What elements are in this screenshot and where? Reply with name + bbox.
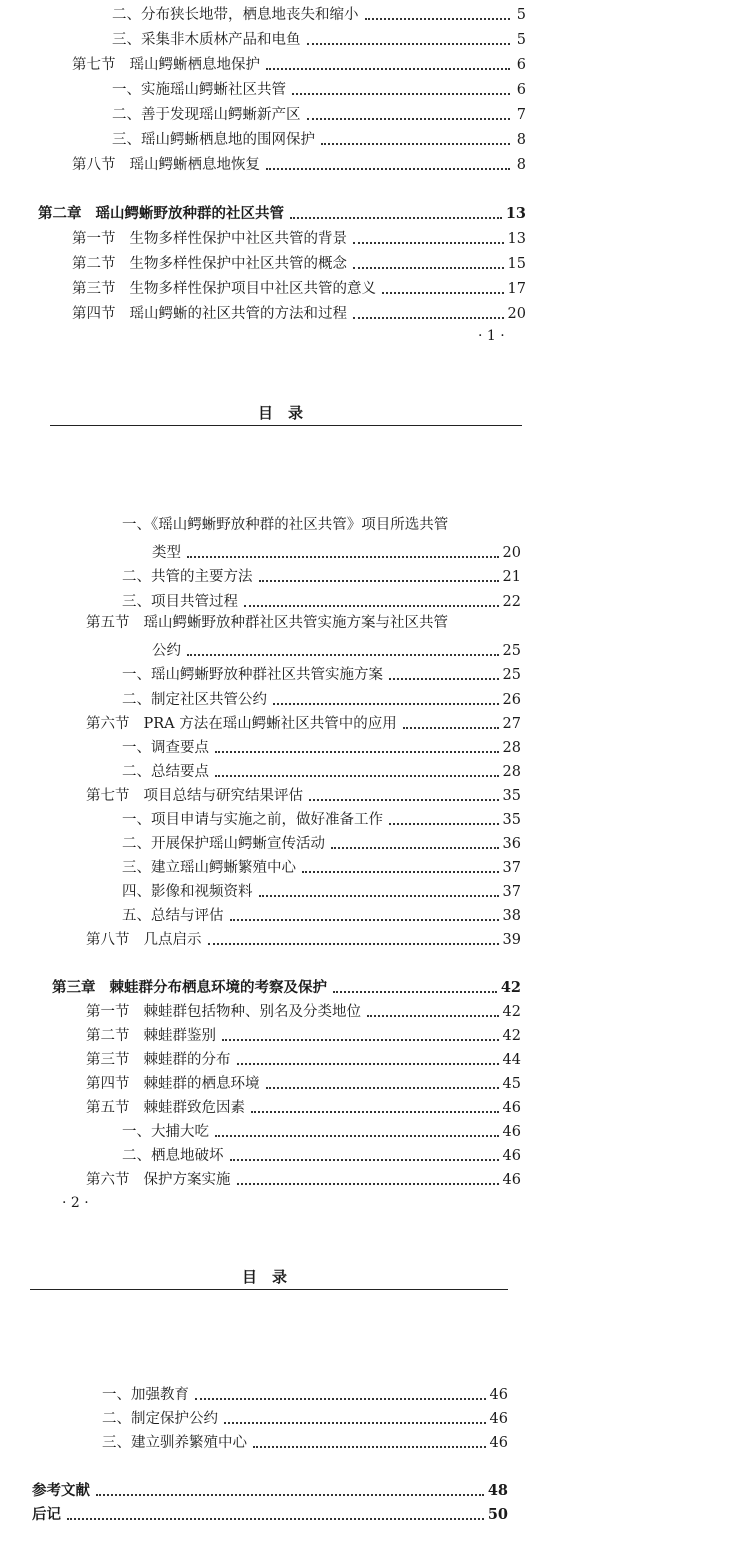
toc-entry-page: 8 [516, 132, 526, 148]
toc-entry-title: 一、《瑶山鳄蜥野放种群的社区共管》项目所选共管 [122, 517, 449, 533]
toc-entry[interactable] [112, 75, 526, 99]
toc-entry[interactable] [86, 925, 521, 949]
toc-entry-page: 42 [502, 1004, 521, 1020]
toc-entry-title: 四、影像和视频资料 [122, 884, 253, 900]
toc-entry[interactable] [122, 805, 521, 829]
toc-entry[interactable] [72, 249, 526, 273]
toc-entry[interactable] [122, 901, 521, 925]
toc-entry-title: 第三节 棘蛙群的分布 [86, 1052, 231, 1068]
leader-dots [251, 1101, 499, 1113]
leader-dots [290, 207, 502, 219]
toc-entry-title: 二、开展保护瑶山鳄蜥宣传活动 [122, 836, 325, 852]
toc-entry-page: 46 [502, 1124, 521, 1140]
toc-entry-title: 第五节 瑶山鳄蜥野放种群社区共管实施方案与社区共管 [86, 615, 448, 631]
toc-entry-page: 39 [502, 932, 521, 948]
toc-entry-title: 后记 [32, 1506, 61, 1523]
toc-entry-title: 一、项目申请与实施之前，做好准备工作 [122, 812, 383, 828]
toc-entry-title: 第七节 瑶山鳄蜥栖息地保护 [72, 57, 260, 73]
leader-dots [230, 909, 499, 921]
toc-entry-title: 一、大捕大吃 [122, 1124, 209, 1140]
toc-entry-page: 26 [502, 692, 521, 708]
header-rule [50, 425, 522, 426]
toc-entry[interactable] [122, 829, 521, 853]
toc-entry[interactable] [112, 100, 526, 124]
toc-entry[interactable] [122, 685, 521, 709]
toc-entry[interactable] [102, 1428, 508, 1452]
toc-entry-page: 50 [487, 1506, 508, 1523]
toc-entry-title: 二、制定社区共管公约 [122, 692, 267, 708]
leader-dots [266, 1077, 499, 1089]
toc-entry-title: 第七节 项目总结与研究结果评估 [86, 788, 303, 804]
leader-dots [237, 1173, 499, 1185]
toc-entry-title: 二、栖息地破坏 [122, 1148, 224, 1164]
toc-entry-page: 5 [516, 32, 526, 48]
toc-entry[interactable] [122, 853, 521, 877]
leader-dots [273, 693, 499, 705]
toc-entry[interactable] [72, 50, 526, 74]
leader-dots [266, 158, 510, 170]
toc-entry-page: 5 [516, 7, 526, 23]
page-header: 目 录 [258, 404, 304, 422]
toc-entry[interactable] [122, 1117, 521, 1141]
toc-chapter-entry[interactable] [52, 973, 521, 997]
toc-entry-page: 6 [516, 82, 526, 98]
leader-dots [224, 1412, 486, 1424]
leader-dots [321, 133, 510, 145]
toc-entry[interactable] [86, 1093, 521, 1117]
toc-chapter-entry[interactable] [38, 199, 526, 223]
toc-entry-title: 第三节 生物多样性保护项目中社区共管的意义 [72, 281, 376, 297]
leader-dots [382, 282, 504, 294]
leader-dots [365, 8, 511, 20]
toc-entry[interactable] [122, 562, 521, 586]
toc-entry[interactable] [122, 877, 521, 901]
toc-entry-page: 28 [502, 764, 521, 780]
toc-entry-postscript[interactable] [32, 1500, 508, 1524]
leader-dots [259, 885, 499, 897]
toc-entry-page: 15 [507, 256, 526, 272]
toc-entry[interactable] [86, 1021, 521, 1045]
toc-entry-title: 二、分布狭长地带，栖息地丧失和缩小 [112, 7, 359, 23]
leader-dots [253, 1436, 486, 1448]
toc-entry-title: 二、总结要点 [122, 764, 209, 780]
leader-dots [195, 1388, 486, 1400]
leader-dots [307, 33, 511, 45]
toc-entry[interactable] [72, 299, 526, 323]
toc-entry-page: 17 [507, 281, 526, 297]
toc-entry-title: 二、共管的主要方法 [122, 569, 253, 585]
toc-entry-page: 48 [487, 1482, 508, 1499]
toc-entry-title: 第二节 生物多样性保护中社区共管的概念 [72, 256, 347, 272]
toc-entry-title: 参考文献 [32, 1482, 90, 1499]
toc-entry[interactable] [122, 1141, 521, 1165]
toc-entry-references[interactable] [32, 1476, 508, 1500]
toc-entry-page: 7 [516, 107, 526, 123]
toc-entry[interactable] [112, 25, 526, 49]
toc-entry[interactable] [122, 757, 521, 781]
toc-entry-title: 二、制定保护公约 [102, 1411, 218, 1427]
toc-entry-page: 42 [500, 979, 521, 996]
leader-dots [222, 1029, 499, 1041]
toc-entry-page: 36 [502, 836, 521, 852]
toc-entry-page: 46 [489, 1387, 508, 1403]
leader-dots [96, 1484, 484, 1496]
toc-entry-title: 第四节 瑶山鳄蜥的社区共管的方法和过程 [72, 306, 347, 322]
toc-entry-title: 第二章 瑶山鳄蜥野放种群的社区共管 [38, 205, 284, 222]
toc-entry[interactable] [72, 150, 526, 174]
toc-entry[interactable] [122, 733, 521, 757]
leader-dots [215, 1125, 499, 1137]
leader-dots [309, 789, 499, 801]
toc-entry[interactable] [102, 1380, 508, 1404]
toc-entry-page: 8 [516, 157, 526, 173]
leader-dots [266, 58, 510, 70]
toc-entry-title: 第一节 生物多样性保护中社区共管的背景 [72, 231, 347, 247]
toc-entry-page: 6 [516, 57, 526, 73]
toc-entry-title: 第八节 瑶山鳄蜥栖息地恢复 [72, 157, 260, 173]
toc-entry-page: 46 [502, 1148, 521, 1164]
leader-dots [302, 861, 499, 873]
toc-entry-title: 三、建立驯养繁殖中心 [102, 1435, 247, 1451]
toc-entry-page: 13 [505, 205, 526, 222]
toc-entry-title: 第三章 棘蛙群分布栖息环境的考察及保护 [52, 979, 327, 996]
leader-dots [389, 668, 499, 680]
toc-entry-title: 第一节 棘蛙群包括物种、别名及分类地位 [86, 1004, 361, 1020]
toc-entry-continuation: 公约 [152, 643, 181, 659]
toc-entry-page: 20 [507, 306, 526, 322]
toc-entry[interactable] [86, 997, 521, 1021]
toc-entry-title: 第六节 PRA 方法在瑶山鳄蜥社区共管中的应用 [86, 716, 397, 732]
toc-entry[interactable] [152, 538, 521, 562]
toc-entry-page: 46 [502, 1172, 521, 1188]
page-number: · 2 · [62, 1195, 89, 1211]
leader-dots [389, 813, 499, 825]
leader-dots [333, 981, 497, 993]
toc-entry-page: 45 [502, 1076, 521, 1092]
toc-entry-title: 二、善于发现瑶山鳄蜥新产区 [112, 107, 301, 123]
leader-dots [331, 837, 499, 849]
toc-entry-title: 第八节 几点启示 [86, 932, 202, 948]
leader-dots [353, 307, 504, 319]
toc-entry[interactable] [122, 587, 521, 611]
leader-dots [230, 1149, 499, 1161]
leader-dots [292, 83, 510, 95]
toc-entry-title: 第四节 棘蛙群的栖息环境 [86, 1076, 260, 1092]
toc-entry[interactable] [86, 709, 521, 733]
leader-dots [187, 546, 499, 558]
toc-entry-title: 五、总结与评估 [122, 908, 224, 924]
toc-entry-page: 35 [502, 812, 521, 828]
toc-entry-page: 20 [502, 545, 521, 561]
toc-entry[interactable] [122, 660, 521, 684]
toc-entry-page: 37 [502, 860, 521, 876]
toc-entry-title: 一、调查要点 [122, 740, 209, 756]
toc-entry-page: 44 [502, 1052, 521, 1068]
toc-entry[interactable] [86, 1045, 521, 1069]
toc-entry-page: 21 [502, 569, 521, 585]
leader-dots [353, 232, 504, 244]
toc-entry-title: 第五节 棘蛙群致危因素 [86, 1100, 245, 1116]
toc-entry[interactable] [102, 1404, 508, 1428]
toc-entry-page: 22 [502, 594, 521, 610]
leader-dots [244, 595, 499, 607]
header-rule [30, 1289, 508, 1290]
leader-dots [367, 1005, 499, 1017]
leader-dots [215, 765, 499, 777]
leader-dots [353, 257, 504, 269]
toc-entry-title: 第二节 棘蛙群鉴别 [86, 1028, 216, 1044]
toc-entry-page: 25 [502, 643, 521, 659]
toc-entry-title: 三、建立瑶山鳄蜥繁殖中心 [122, 860, 296, 876]
toc-entry-page: 46 [489, 1411, 508, 1427]
toc-entry[interactable] [152, 636, 521, 660]
toc-entry-title: 一、瑶山鳄蜥野放种群社区共管实施方案 [122, 667, 383, 683]
toc-entry-title: 三、项目共管过程 [122, 594, 238, 610]
toc-entry-page: 13 [507, 231, 526, 247]
toc-entry-page: 28 [502, 740, 521, 756]
page-header: 目 录 [242, 1268, 288, 1286]
toc-entry[interactable] [72, 274, 526, 298]
toc-entry[interactable] [86, 1165, 521, 1189]
toc-entry[interactable] [86, 1069, 521, 1093]
toc-entry[interactable] [72, 224, 526, 248]
toc-entry-page: 25 [502, 667, 521, 683]
toc-entry[interactable] [112, 0, 526, 24]
leader-dots [208, 933, 499, 945]
toc-entry-title: 一、实施瑶山鳄蜥社区共管 [112, 82, 286, 98]
toc-entry[interactable] [112, 125, 526, 149]
toc-entry[interactable] [86, 781, 521, 805]
toc-entry-page: 27 [502, 716, 521, 732]
toc-entry-page: 46 [502, 1100, 521, 1116]
toc-entry-page: 46 [489, 1435, 508, 1451]
toc-entry-title: 第六节 保护方案实施 [86, 1172, 231, 1188]
toc-entry-page: 38 [502, 908, 521, 924]
toc-entry-continuation: 类型 [152, 545, 181, 561]
leader-dots [67, 1508, 484, 1520]
toc-entry-title: 三、瑶山鳄蜥栖息地的围网保护 [112, 132, 315, 148]
leader-dots [237, 1053, 499, 1065]
page-number: · 1 · [478, 328, 505, 344]
leader-dots [259, 570, 499, 582]
toc-entry-page: 42 [502, 1028, 521, 1044]
leader-dots [187, 644, 499, 656]
toc-entry-page: 37 [502, 884, 521, 900]
toc-entry-title: 三、采集非木质林产品和电鱼 [112, 32, 301, 48]
leader-dots [215, 741, 499, 753]
leader-dots [307, 108, 511, 120]
toc-entry-page: 35 [502, 788, 521, 804]
leader-dots [403, 717, 499, 729]
toc-entry-title: 一、加强教育 [102, 1387, 189, 1403]
